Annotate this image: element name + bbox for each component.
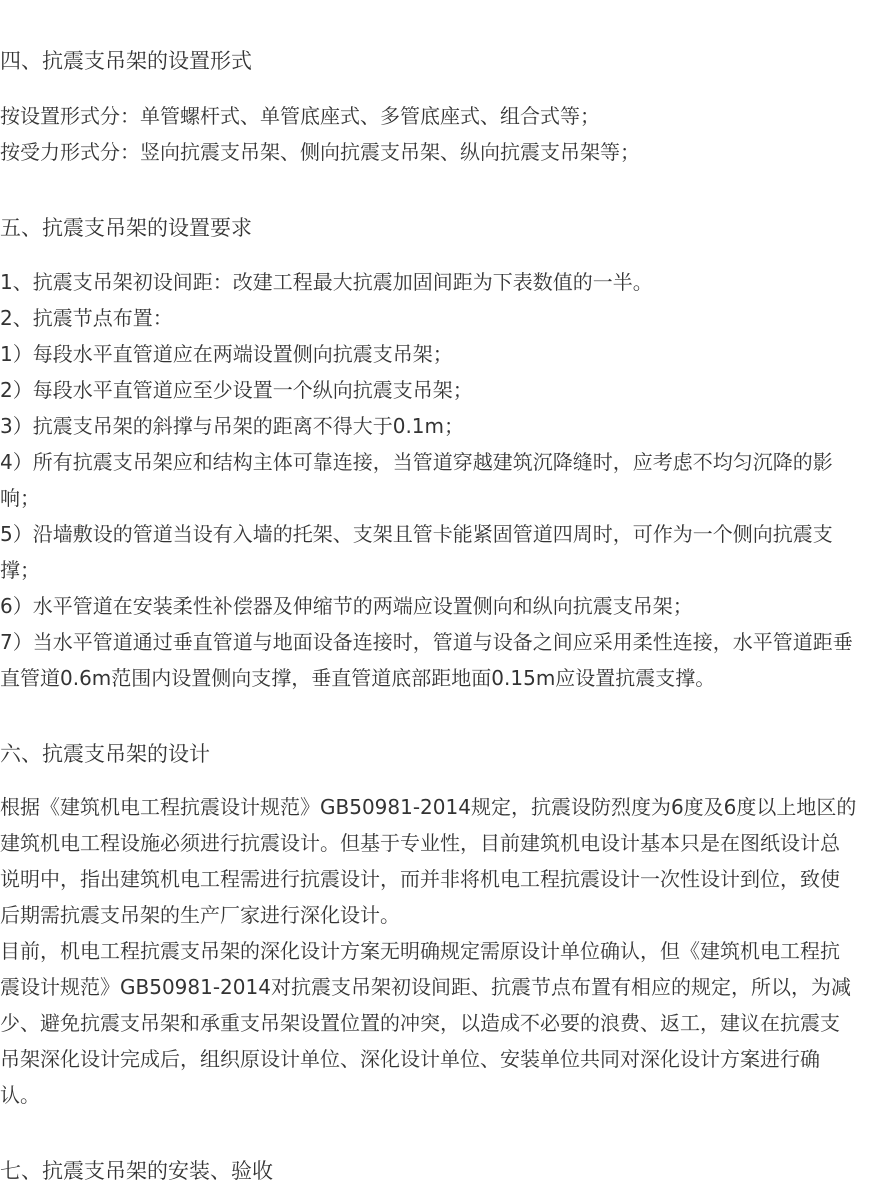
- section-6-line-7: 少、避免抗震支吊架和承重支吊架设置位置的冲突，以造成不必要的浪费、返工，建议在抗震支: [0, 1011, 840, 1035]
- section-6-line-6: 震设计规范》GB50981-2014对抗震支吊架初设间距、抗震节点布置有相应的规定，所以，为减: [0, 975, 851, 999]
- section-5-line-6: 4）所有抗震支吊架应和结构主体可靠连接，当管道穿越建筑沉降缝时，应考虑不均匀沉降的影: [0, 450, 833, 474]
- section-5-line-4: 2）每段水平直管道应至少设置一个纵向抗震支吊架；: [0, 378, 473, 402]
- section-5-heading: 五、抗震支吊架的设置要求: [0, 216, 252, 240]
- section-5-line-8: 5）沿墙敷设的管道当设有入墙的托架、支架且管卡能紧固管道四周时，可作为一个侧向抗震支: [0, 522, 833, 546]
- section-6-line-4: 后期需抗震支吊架的生产厂家进行深化设计。: [0, 903, 400, 927]
- section-6-line-1: 根据《建筑机电工程抗震设计规范》GB50981-2014规定，抗震设防烈度为6度及6度以上地区的: [0, 795, 857, 819]
- section-5-line-11: 7）当水平管道通过垂直管道与地面设备连接时，管道与设备之间应采用柔性连接，水平管道距垂: [0, 630, 853, 654]
- section-7-heading: 七、抗震支吊架的安装、验收: [0, 1159, 273, 1183]
- section-5-line-7: 响；: [0, 486, 40, 510]
- section-5-line-3: 1）每段水平直管道应在两端设置侧向抗震支吊架；: [0, 342, 453, 366]
- section-5-line-12: 直管道0.6m范围内设置侧向支撑，垂直管道底部距地面0.15m应设置抗震支撑。: [0, 666, 716, 690]
- section-6-line-5: 目前，机电工程抗震支吊架的深化设计方案无明确规定需原设计单位确认，但《建筑机电工程抗: [0, 939, 840, 963]
- section-5-line-5: 3）抗震支吊架的斜撑与吊架的距离不得大于0.1m；: [0, 414, 465, 438]
- section-6-line-9: 认。: [0, 1083, 40, 1107]
- section-5-line-1: 1、抗震支吊架初设间距：改建工程最大抗震加固间距为下表数值的一半。: [0, 270, 653, 294]
- section-6-line-8: 吊架深化设计完成后，组织原设计单位、深化设计单位、安装单位共同对深化设计方案进行确: [0, 1047, 820, 1071]
- section-5-line-10: 6）水平管道在安装柔性补偿器及伸缩节的两端应设置侧向和纵向抗震支吊架；: [0, 594, 693, 618]
- section-5-line-9: 撑；: [0, 558, 40, 582]
- section-6-heading: 六、抗震支吊架的设计: [0, 742, 210, 766]
- section-5-line-2: 2、抗震节点布置：: [0, 306, 173, 330]
- section-4-line-1: 按设置形式分：单管螺杆式、单管底座式、多管底座式、组合式等；: [0, 104, 600, 128]
- section-4-heading: 四、抗震支吊架的设置形式: [0, 49, 252, 73]
- section-4-line-2: 按受力形式分：竖向抗震支吊架、侧向抗震支吊架、纵向抗震支吊架等；: [0, 140, 640, 164]
- section-6-line-2: 建筑机电工程设施必须进行抗震设计。但基于专业性，目前建筑机电设计基本只是在图纸设计总: [0, 831, 840, 855]
- section-6-line-3: 说明中，指出建筑机电工程需进行抗震设计，而并非将机电工程抗震设计一次性设计到位，致使: [0, 867, 840, 891]
